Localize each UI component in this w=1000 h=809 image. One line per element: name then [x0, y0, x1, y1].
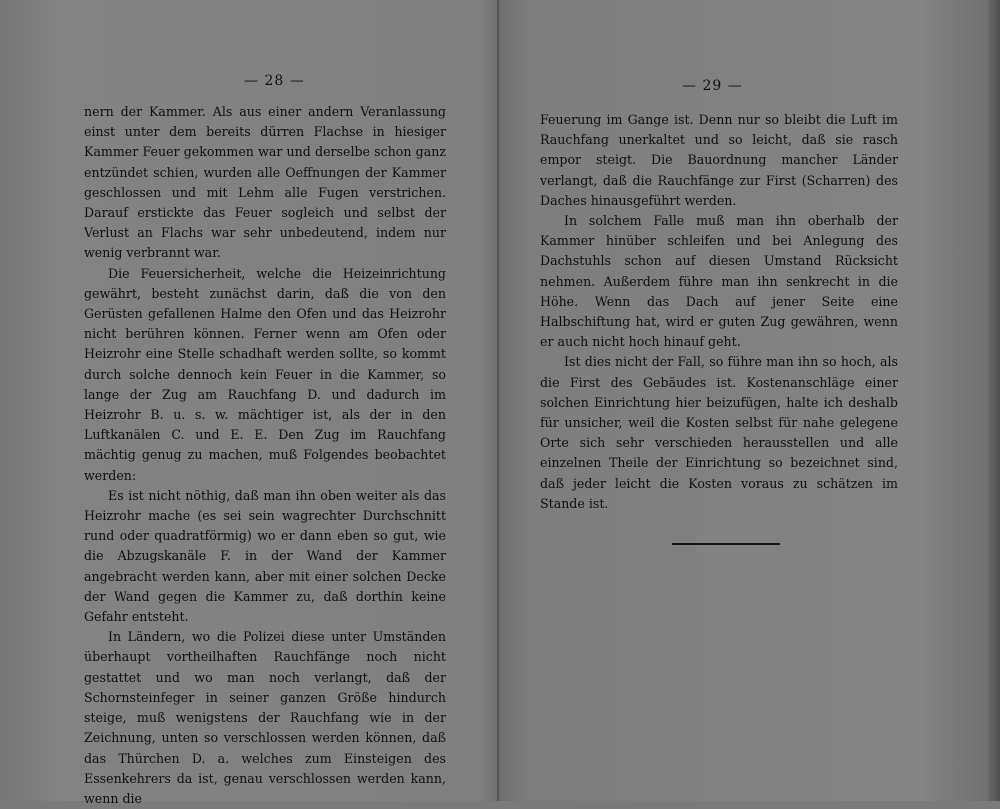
paragraph: In Ländern, wo die Polizei diese unter Umständen überhaupt vortheilhaften Rauchfänge noch nicht gestattet und wo man noch verlangt, daß der Schornsteinfeger in seiner ganzen Größe hindurch steige, muß wenigstens der Rauchfang wie in der Zeichnung, unten so verschlossen werden können, daß das Thürchen D. a. welches zum Einsteigen des Essenkehrers da ist, genau verschlossen werden kann, wenn die: [84, 629, 446, 806]
paragraph: In solchem Falle muß man ihn oberhalb der Kammer hinüber schleifen und bei Anlegung des Dachstuhls schon auf diesen Umstand Rücksicht nehmen. Außerdem führe man ihn senkrecht in die Höhe. Wenn das Dach auf jener Seite eine Halbschiftung hat, wird er guten Zug gewähren, wenn er auch nicht hoch hinauf geht.: [540, 213, 898, 350]
page-number: — 29 —: [682, 78, 743, 94]
paragraph: nern der Kammer. Als aus einer andern Veranlassung einst unter dem bereits dürren Flachse in hiesiger Kammer Feuer gekommen war und derselbe schon ganz entzündet schien, wurden alle Oeffnungen der Kammer geschlossen und mit Lehm alle Fugen verstrichen. Darauf erstickte das Feuer sogleich und selbst der Verlust an Flachs war sehr unbedeutend, indem nur wenig verbrannt war.: [84, 104, 446, 261]
end-rule: [672, 543, 780, 545]
left-page: [84, 0, 464, 806]
paragraph: Die Feuersicherheit, welche die Heizeinrichtung gewährt, besteht zunächst darin, daß die von den Gerüsten gefallenen Halme den Ofen und das Heizrohr nicht berühren können. Ferner wenn am Ofen oder Heizrohr eine Stelle schadhaft werden sollte, so kommt durch solche dennoch kein Feuer in die Kammer, so lange der Zug am Rauchfang D. und dadurch im Heizrohr B. u. s. w. mächtiger ist, als der in den Luftkanälen C. und E. E. Den Zug im Rauchfang mächtig genug zu machen, muß Folgendes beobachtet werden:: [84, 265, 446, 483]
page-text: [84, 102, 446, 809]
book-gutter: [497, 0, 499, 801]
right-page: [540, 0, 910, 801]
page-text: [540, 110, 898, 514]
page-edge-shadow: [988, 0, 1000, 801]
paragraph: Ist dies nicht der Fall, so führe man ihn so hoch, als die First des Gebäudes ist. Kostenanschläge einer solchen Einrichtung hier beizufügen, halte ich deshalb für unsicher, weil die Kosten selbst für nahe gelegene Orte sich sehr verschieden herausstellen und alle einzelnen Theile der Einrichtung so bezeichnet sind, daß jeder leicht die Kosten voraus zu schätzen im Stande ist.: [540, 354, 898, 511]
paragraph: Es ist nicht nöthig, daß man ihn oben weiter als das Heizrohr mache (es sei sein wagrechter Durchschnitt rund oder quadratförmig) wo er dann eben so gut, wie die Abzugskanäle F. in der Wand der Kammer angebracht werden kann, aber mit einer solchen Decke der Wand gegen die Kammer zu, daß dorthin keine Gefahr entsteht.: [84, 487, 446, 625]
page-number: — 28 —: [244, 73, 305, 89]
paragraph: Feuerung im Gange ist. Denn nur so bleibt die Luft im Rauchfang unerkaltet und so leicht, daß sie rasch empor steigt. Die Bauordnung mancher Länder verlangt, daß die Rauchfänge zur First (Scharren) des Daches hinausgeführt werden.: [540, 112, 898, 208]
